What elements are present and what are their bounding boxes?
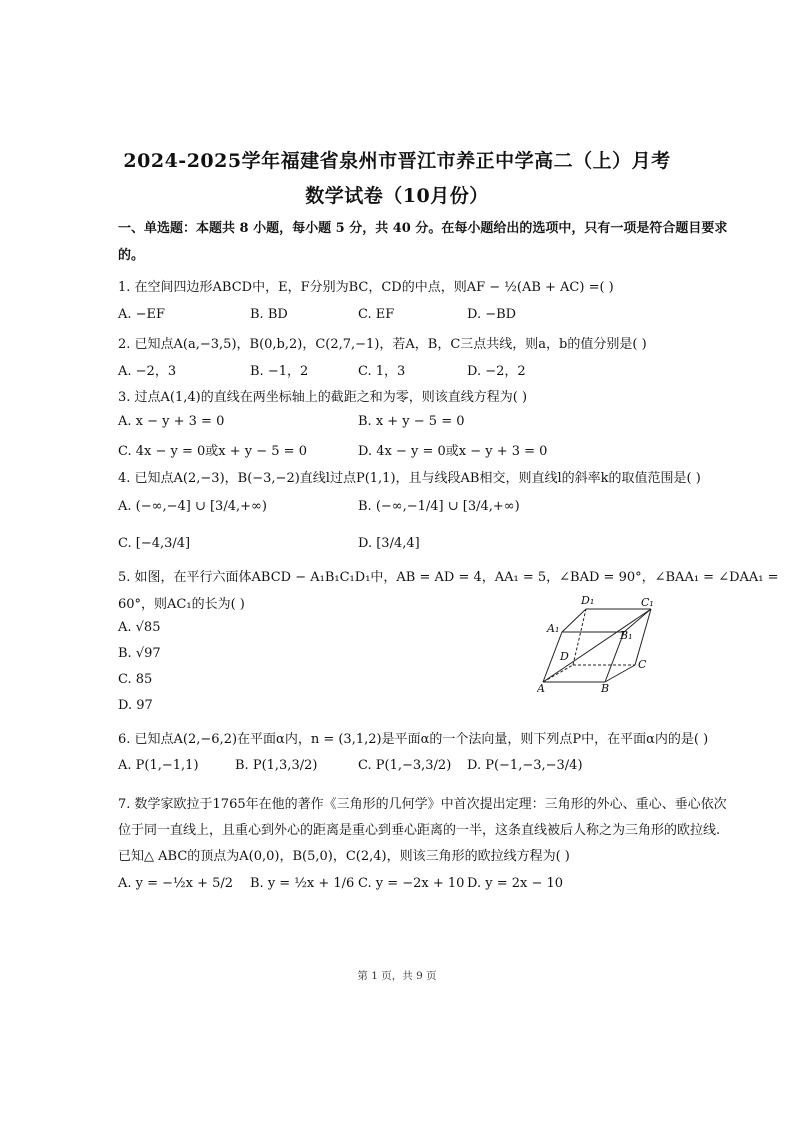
question-7-option-d: D. y = 2x − 10 (467, 876, 564, 891)
question-5-stem-cont: 60°，则AC₁的长为( ) (118, 597, 245, 612)
edge-bc (605, 665, 635, 682)
label-a: A (537, 682, 545, 695)
question-1-option-d: D. −BD (467, 307, 517, 322)
parallelepiped-figure (537, 592, 663, 696)
question-4-stem: 4. 已知点A(2,−3)，B(−3,−2)直线l过点P(1,1)，且与线段AB相交，则直线l的斜率k的取值范围是( ) (118, 471, 701, 486)
edge-cc1 (635, 609, 651, 665)
question-6-option-c: C. P(1,−3,3/2) (358, 758, 452, 773)
question-7-option-b: B. y = ½x + 1/6 (250, 876, 355, 891)
label-b: B (601, 682, 610, 695)
label-b1: B₁ (620, 629, 633, 642)
question-5-option-a: A. √85 (118, 620, 161, 635)
question-4-option-b: B. (−∞,−1/4] ∪ [3/4,+∞) (358, 499, 520, 514)
question-5-option-d: D. 97 (118, 698, 153, 713)
question-2-option-c: C. 1，3 (358, 364, 406, 379)
question-7-option-c: C. y = −2x + 10 (358, 876, 465, 891)
question-1-stem: 1. 在空间四边形ABCD中，E，F分别为BC，CD的中点，则AF − ½(AB + AC) =( ) (118, 280, 614, 295)
label-a1: A₁ (547, 622, 560, 635)
question-5-option-c: C. 85 (118, 672, 153, 687)
label-c: C (638, 658, 647, 671)
label-d: D (560, 650, 569, 663)
question-3-option-c: C. 4x − y = 0或x + y − 5 = 0 (118, 444, 307, 459)
question-7-stem: 7. 数学家欧拉于1765年在他的著作《三角形的几何学》中首次提出定理：三角形的外心、重心、垂心依次 (118, 797, 727, 812)
question-3-option-d: D. 4x − y = 0或x − y + 3 = 0 (358, 444, 548, 459)
section-heading: 一、单选题：本题共 8 小题，每小题 5 分，共 40 分。在每小题给出的选项中，只有一项是符合题目要求 (118, 221, 728, 236)
question-3-option-a: A. x − y + 3 = 0 (118, 414, 225, 429)
question-2-option-a: A. −2，3 (118, 364, 177, 379)
question-6-stem: 6. 已知点A(2,−6,2)在平面α内，n = (3,1,2)是平面α的一个法向量，则下列点P中，在平面α内的是( ) (118, 732, 709, 747)
question-3-stem: 3. 过点A(1,4)的直线在两坐标轴上的截距之和为零，则该直线方程为( ) (118, 390, 528, 405)
question-1-option-a: A. −EF (118, 307, 166, 322)
question-1-option-c: C. EF (358, 307, 395, 322)
edge-ad (543, 665, 573, 682)
question-2-stem: 2. 已知点A(a,−3,5)，B(0,b,2)，C(2,7,−1)，若A，B，C三点共线，则a，b的值分别是( ) (118, 337, 647, 352)
question-6-option-b: B. P(1,3,3/2) (235, 758, 318, 773)
question-2-option-b: B. −1，2 (250, 364, 309, 379)
question-6-option-a: A. P(1,−1,1) (118, 758, 199, 773)
exam-title-line1: 2024-2025学年福建省泉州市晋江市养正中学高二（上）月考 (123, 150, 671, 172)
question-3-option-b: B. x + y − 5 = 0 (358, 414, 465, 429)
question-7-stem-cont1: 位于同一直线上，且重心到外心的距离是重心到垂心距离的一半，这条直线被后人称之为三角形的欧拉线. (118, 823, 721, 838)
question-7-option-a: A. y = −½x + 5/2 (118, 876, 234, 891)
question-5-option-b: B. √97 (118, 646, 161, 661)
question-2-option-d: D. −2，2 (467, 364, 526, 379)
diagonal-ac1 (543, 609, 651, 682)
question-4-option-c: C. [−4,3/4] (118, 536, 191, 551)
question-1-option-b: B. BD (250, 307, 288, 322)
page-footer: 第 1 页，共 9 页 (357, 970, 437, 982)
edge-a1d1 (562, 609, 586, 632)
exam-title-line2: 数学试卷（10月份） (305, 185, 489, 207)
edge-dd1 (573, 609, 586, 665)
question-4-option-d: D. [3/4,4] (358, 536, 420, 551)
question-6-option-d: D. P(−1,−3,−3/4) (467, 758, 583, 773)
question-5-stem: 5. 如图，在平行六面体ABCD − A₁B₁C₁D₁中，AB = AD = 4，AA₁ = 5，∠BAD = 90°，∠BAA₁ = ∠DAA₁ = (118, 570, 779, 585)
question-7-stem-cont2: 已知△ ABC的顶点为A(0,0)，B(5,0)，C(2,4)，则该三角形的欧拉线方程为( ) (118, 849, 570, 864)
label-c1: C₁ (641, 596, 654, 609)
section-heading-cont: 的。 (118, 248, 145, 263)
label-d1: D₁ (581, 594, 595, 607)
question-4-option-a: A. (−∞,−4] ∪ [3/4,+∞) (118, 499, 267, 514)
